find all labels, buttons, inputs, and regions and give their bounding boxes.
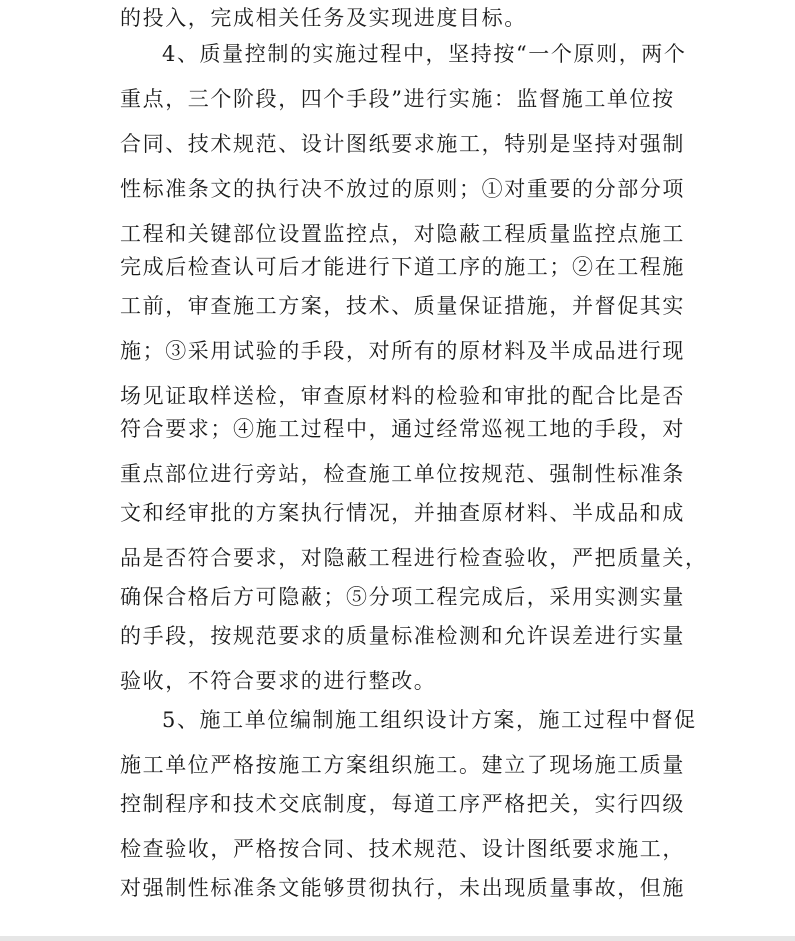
text-line: 施；③采用试验的手段，对所有的原材料及半成品进行现 xyxy=(120,339,685,363)
text-line: 对强制性标准条文能够贯彻执行，未出现质量事故，但施 xyxy=(120,876,685,900)
text-line: 工前，审查施工方案，技术、质量保证措施，并督促其实 xyxy=(120,294,685,318)
text-line: 品是否符合要求，对隐蔽工程进行检查验收，严把质量关， xyxy=(120,546,708,570)
text-line: 的投入，完成相关任务及实现进度目标。 xyxy=(120,6,527,30)
text-line: 符合要求；④施工过程中，通过经常巡视工地的手段，对 xyxy=(120,417,685,441)
text-line: 文和经审批的方案执行情况，并抽查原材料、半成品和成 xyxy=(120,501,685,525)
text-line: 场见证取样送检，审查原材料的检验和审批的配合比是否 xyxy=(120,384,685,408)
text-line: 4、质量控制的实施过程中，坚持按“一个原则，两个 xyxy=(162,42,687,66)
text-line: 合同、技术规范、设计图纸要求施工，特别是坚持对强制 xyxy=(120,132,685,156)
page-bottom-edge xyxy=(0,936,795,941)
text-line: 确保合格后方可隐蔽；⑤分项工程完成后，采用实测实量 xyxy=(120,585,685,609)
text-line: 5、施工单位编制施工组织设计方案，施工过程中督促 xyxy=(162,708,697,732)
text-line: 重点部位进行旁站，检查施工单位按规范、强制性标准条 xyxy=(120,462,685,486)
text-line: 工程和关键部位设置监控点，对隐蔽工程质量监控点施工 xyxy=(120,222,685,246)
text-line: 控制程序和技术交底制度，每道工序严格把关，实行四级 xyxy=(120,792,685,816)
text-line: 施工单位严格按施工方案组织施工。建立了现场施工质量 xyxy=(120,753,685,777)
text-line: 完成后检查认可后才能进行下道工序的施工；②在工程施 xyxy=(120,255,685,279)
text-line: 的手段，按规范要求的质量标准检测和允许误差进行实量 xyxy=(120,624,685,648)
text-line: 检查验收，严格按合同、技术规范、设计图纸要求施工， xyxy=(120,837,685,861)
text-line: 重点，三个阶段，四个手段”进行实施：监督施工单位按 xyxy=(120,87,675,111)
text-line: 验收，不符合要求的进行整改。 xyxy=(120,669,437,693)
text-line: 性标准条文的执行决不放过的原则；①对重要的分部分项 xyxy=(120,177,685,201)
